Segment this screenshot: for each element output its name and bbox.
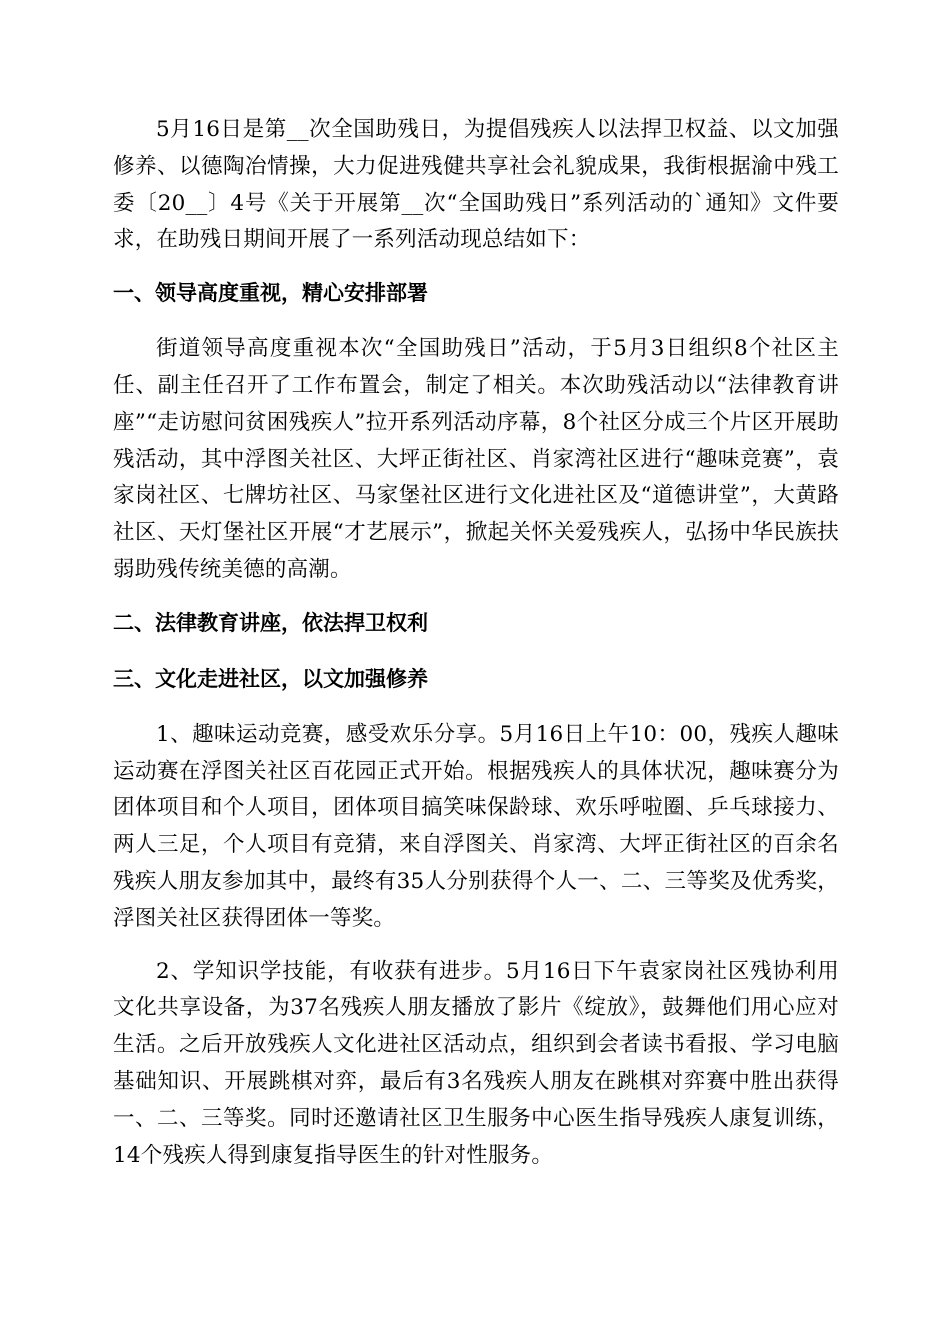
section-heading-2: 二、法律教育讲座，依法捍卫权利: [113, 610, 428, 635]
section-3-item-1-paragraph: 1、趣味运动竞赛，感受欢乐分享。5月16日上午10：00，残疾人趣味运动赛在浮图关社区百花园正式开始。根据残疾人的具体状况，趣味赛分为团体项目和个人项目，团体项目搞笑味保龄球、欢乐呼啦圈、乒乓球接力、两人三足，个人项目有竞猜，来自浮图关、肖家湾、大坪正街社区的百余名残疾人朋友参加其中，最终有35人分别获得个人一、二、三等奖及优秀奖，浮图关社区获得团体一等奖。: [113, 721, 839, 931]
section-3-item-2-paragraph: 2、学知识学技能，有收获有进步。5月16日下午袁家岗社区残协利用文化共享设备，为37名残疾人朋友播放了影片《绽放》，鼓舞他们用心应对生活。之后开放残疾人文化进社区活动点，组织到会者读书看报、学习电脑基础知识、开展跳棋对弈，最后有3名残疾人朋友在跳棋对弈赛中胜出获得一、二、三等奖。同时还邀请社区卫生服务中心医生指导残疾人康复训练，14个残疾人得到康复指导医生的针对性服务。: [113, 958, 839, 1168]
section-heading-3: 三、文化走进社区，以文加强修养: [113, 666, 428, 691]
section-heading-1: 一、领导高度重视，精心安排部署: [113, 281, 428, 306]
section-1-paragraph: 街道领导高度重视本次“全国助残日”活动，于5月3日组织8个社区主任、副主任召开了工作布置会，制定了相关。本次助残活动以“法律教育讲座”“走访慰问贫困残疾人”拉开系列活动序幕，8个社区分成三个片区开展助残活动，其中浮图关社区、大坪正街社区、肖家湾社区进行“趣味竞赛”，袁家岗社区、七牌坊社区、马家堡社区进行文化进社区及“道德讲堂”，大黄路社区、天灯堡社区开展“才艺展示”，掀起关怀关爱残疾人，弘扬中华民族扶弱助残传统美德的高潮。: [113, 336, 839, 582]
document-body: [113, 112, 839, 1190]
intro-paragraph: 5月16日是第__次全国助残日，为提倡残疾人以法捍卫权益、以文加强修养、以德陶冶情操，大力促进残健共享社会礼貌成果，我街根据渝中残工委〔20__〕4号《关于开展第__次“全国助残日”系列活动的`通知》文件要求，在助残日期间开展了一系列活动现总结如下：: [113, 117, 839, 253]
